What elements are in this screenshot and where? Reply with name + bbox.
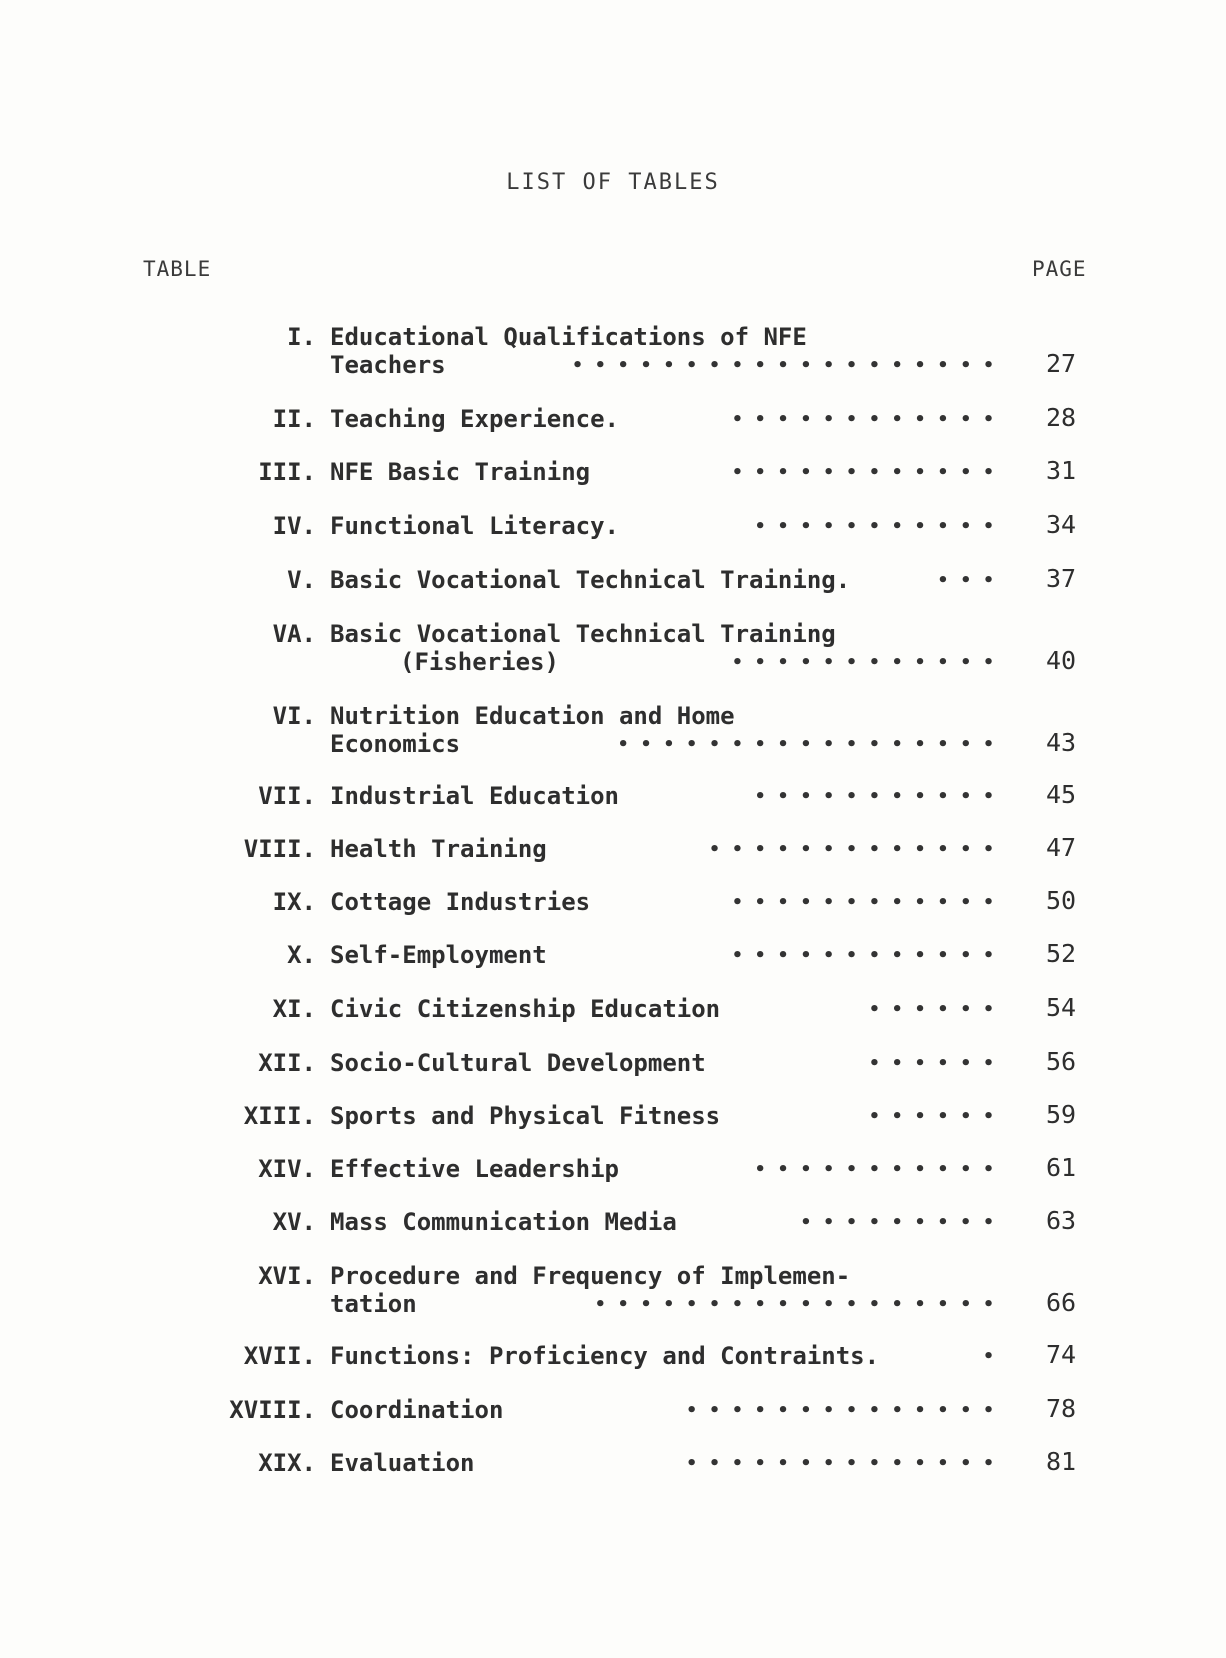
- dot-leader: ••••••••••••••: [686, 1453, 1006, 1474]
- page-number: 45: [1046, 780, 1077, 809]
- page-number: 81: [1046, 1447, 1077, 1476]
- dot-leader: •••••••••••: [754, 516, 1006, 537]
- dot-leader: •••••••••••••: [709, 839, 1006, 860]
- page-number: 54: [1046, 993, 1077, 1022]
- table-column-label: TABLE: [143, 257, 212, 281]
- page-number: 40: [1046, 646, 1077, 675]
- dot-leader: ••••••••••••: [731, 652, 1006, 673]
- table-number: VIII.: [243, 835, 316, 863]
- table-number: XIX.: [258, 1449, 316, 1477]
- page-number: 43: [1046, 728, 1077, 757]
- dot-leader: ••••••: [868, 1106, 1006, 1127]
- page-title: LIST OF TABLES: [506, 170, 720, 195]
- dot-leader: •••: [937, 570, 1006, 591]
- table-title: Functions: Proficiency and Contraints.: [330, 1342, 880, 1370]
- table-number: XIV.: [258, 1155, 316, 1183]
- table-title: Basic Vocational Technical Training: [330, 620, 836, 648]
- table-number: XVI.: [258, 1262, 316, 1290]
- table-title: Nutrition Education and Home: [330, 702, 735, 730]
- page-number: 52: [1046, 939, 1077, 968]
- table-number: XV.: [272, 1208, 316, 1236]
- table-number: VA.: [272, 620, 316, 648]
- table-number: XI.: [272, 995, 316, 1023]
- table-number: XVIII.: [229, 1396, 316, 1424]
- table-title-continuation: Economics: [330, 730, 461, 758]
- table-number: IX.: [272, 888, 316, 916]
- page-number: 27: [1046, 349, 1077, 378]
- table-title: Socio-Cultural Development: [330, 1049, 706, 1077]
- page-number: 31: [1046, 456, 1077, 485]
- table-number: I.: [287, 323, 316, 351]
- dot-leader: •••••••••••: [754, 786, 1006, 807]
- table-number: VI.: [272, 702, 316, 730]
- table-number: III.: [258, 458, 316, 486]
- dot-leader: ••••••: [868, 1053, 1006, 1074]
- page-number: 74: [1046, 1340, 1077, 1369]
- page-number: 37: [1046, 564, 1077, 593]
- table-title: Health Training: [330, 835, 547, 863]
- dot-leader: •: [983, 1346, 1006, 1367]
- table-title: Industrial Education: [330, 782, 619, 810]
- dot-leader: •••••••••: [800, 1212, 1006, 1233]
- table-title: Cottage Industries: [330, 888, 591, 916]
- page-number: 78: [1046, 1394, 1077, 1423]
- table-number: II.: [272, 405, 316, 433]
- table-title: Mass Communication Media: [330, 1208, 677, 1236]
- table-title: Procedure and Frequency of Implemen-: [330, 1262, 851, 1290]
- table-number: XVII.: [243, 1342, 316, 1370]
- table-title: Self-Employment: [330, 941, 547, 969]
- table-title-continuation: (Fisheries): [400, 648, 559, 676]
- table-title: Civic Citizenship Education: [330, 995, 721, 1023]
- table-number: V.: [287, 566, 316, 594]
- table-title: Evaluation: [330, 1449, 475, 1477]
- table-number: X.: [287, 941, 316, 969]
- table-number: IV.: [272, 512, 316, 540]
- table-title: Functional Literacy.: [330, 512, 619, 540]
- table-title: Teaching Experience.: [330, 405, 619, 433]
- dot-leader: ••••••••••••: [731, 892, 1006, 913]
- table-title: Educational Qualifications of NFE: [330, 323, 807, 351]
- dot-leader: •••••••••••••••••••: [572, 355, 1006, 376]
- dot-leader: ••••••••••••: [731, 462, 1006, 483]
- page-number: 47: [1046, 833, 1077, 862]
- dot-leader: •••••••••••: [754, 1159, 1006, 1180]
- dot-leader: ••••••: [868, 999, 1006, 1020]
- page-number: 59: [1046, 1100, 1077, 1129]
- table-title: Sports and Physical Fitness: [330, 1102, 721, 1130]
- table-title-continuation: Teachers: [330, 351, 446, 379]
- page-number: 66: [1046, 1288, 1077, 1317]
- table-title: Basic Vocational Technical Training.: [330, 566, 851, 594]
- table-title: Effective Leadership: [330, 1155, 619, 1183]
- dot-leader: ••••••••••••: [731, 945, 1006, 966]
- table-number: VII.: [258, 782, 316, 810]
- table-number: XIII.: [243, 1102, 316, 1130]
- page-number: 28: [1046, 403, 1077, 432]
- page-number: 61: [1046, 1153, 1077, 1182]
- table-title-continuation: tation: [330, 1290, 417, 1318]
- page-number: 34: [1046, 510, 1077, 539]
- table-title: NFE Basic Training: [330, 458, 591, 486]
- dot-leader: ••••••••••••••: [686, 1400, 1006, 1421]
- dot-leader: ••••••••••••: [731, 409, 1006, 430]
- page-column-label: PAGE: [1032, 257, 1087, 281]
- dot-leader: •••••••••••••••••: [617, 734, 1006, 755]
- page-number: 63: [1046, 1206, 1077, 1235]
- dot-leader: ••••••••••••••••••: [594, 1294, 1006, 1315]
- table-number: XII.: [258, 1049, 316, 1077]
- table-title: Coordination: [330, 1396, 504, 1424]
- page-number: 50: [1046, 886, 1077, 915]
- page-number: 56: [1046, 1047, 1077, 1076]
